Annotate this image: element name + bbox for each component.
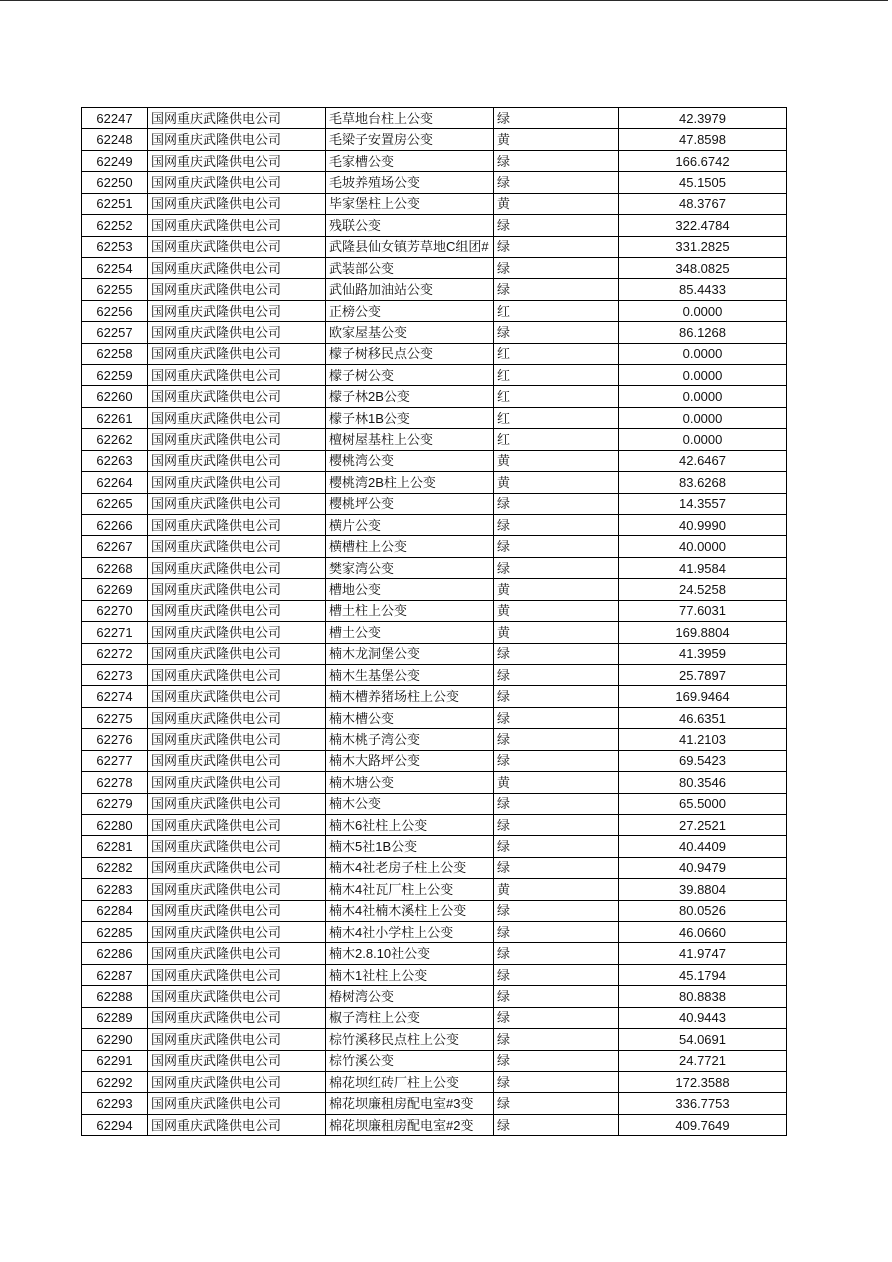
value-cell: 41.2103 (619, 729, 787, 750)
value-cell: 336.7753 (619, 1093, 787, 1114)
company-cell: 国网重庆武隆供电公司 (148, 622, 326, 643)
company-cell: 国网重庆武隆供电公司 (148, 215, 326, 236)
substation-name-cell: 楠木4社小学柱上公变 (326, 922, 494, 943)
table-row (82, 943, 787, 964)
row-number-cell: 62248 (82, 129, 148, 150)
row-number-cell: 62288 (82, 986, 148, 1007)
company-cell: 国网重庆武隆供电公司 (148, 343, 326, 364)
substation-name-cell: 楠木桃子湾公变 (326, 729, 494, 750)
table-row (82, 964, 787, 985)
status-cell: 绿 (494, 279, 619, 300)
row-number-cell: 62282 (82, 857, 148, 878)
table-row (82, 1093, 787, 1114)
status-cell: 绿 (494, 814, 619, 835)
row-number-cell: 62274 (82, 686, 148, 707)
value-cell: 0.0000 (619, 407, 787, 428)
substation-name-cell: 槽土柱上公变 (326, 600, 494, 621)
company-cell: 国网重庆武隆供电公司 (148, 600, 326, 621)
value-cell: 0.0000 (619, 429, 787, 450)
company-cell: 国网重庆武隆供电公司 (148, 1007, 326, 1028)
status-cell: 红 (494, 407, 619, 428)
table-row (82, 836, 787, 857)
company-cell: 国网重庆武隆供电公司 (148, 686, 326, 707)
status-cell: 绿 (494, 664, 619, 685)
status-cell: 绿 (494, 322, 619, 343)
value-cell: 172.3588 (619, 1071, 787, 1092)
value-cell: 77.6031 (619, 600, 787, 621)
row-number-cell: 62289 (82, 1007, 148, 1028)
table-row (82, 515, 787, 536)
table-row (82, 322, 787, 343)
value-cell: 42.6467 (619, 450, 787, 471)
value-cell: 80.0526 (619, 900, 787, 921)
row-number-cell: 62273 (82, 664, 148, 685)
table-row (82, 257, 787, 278)
table-row (82, 1050, 787, 1071)
substation-table (81, 107, 787, 1136)
substation-name-cell: 檀树屋基柱上公变 (326, 429, 494, 450)
company-cell: 国网重庆武隆供电公司 (148, 772, 326, 793)
row-number-cell: 62265 (82, 493, 148, 514)
page-top-rule (0, 0, 888, 1)
row-number-cell: 62256 (82, 300, 148, 321)
row-number-cell: 62285 (82, 922, 148, 943)
company-cell: 国网重庆武隆供电公司 (148, 1093, 326, 1114)
company-cell: 国网重庆武隆供电公司 (148, 536, 326, 557)
company-cell: 国网重庆武隆供电公司 (148, 729, 326, 750)
row-number-cell: 62263 (82, 450, 148, 471)
row-number-cell: 62276 (82, 729, 148, 750)
table-row (82, 622, 787, 643)
substation-name-cell: 欧家屋基公变 (326, 322, 494, 343)
company-cell: 国网重庆武隆供电公司 (148, 1050, 326, 1071)
status-cell: 黄 (494, 622, 619, 643)
substation-name-cell: 毛梁子安置房公变 (326, 129, 494, 150)
table-row (82, 750, 787, 771)
status-cell: 绿 (494, 172, 619, 193)
substation-name-cell: 檬子树移民点公变 (326, 343, 494, 364)
value-cell: 409.7649 (619, 1114, 787, 1135)
company-cell: 国网重庆武隆供电公司 (148, 322, 326, 343)
company-cell: 国网重庆武隆供电公司 (148, 836, 326, 857)
row-number-cell: 62270 (82, 600, 148, 621)
table-row (82, 150, 787, 171)
company-cell: 国网重庆武隆供电公司 (148, 257, 326, 278)
company-cell: 国网重庆武隆供电公司 (148, 129, 326, 150)
table-row (82, 450, 787, 471)
company-cell: 国网重庆武隆供电公司 (148, 1029, 326, 1050)
value-cell: 39.8804 (619, 879, 787, 900)
row-number-cell: 62250 (82, 172, 148, 193)
company-cell: 国网重庆武隆供电公司 (148, 900, 326, 921)
substation-name-cell: 棕竹溪公变 (326, 1050, 494, 1071)
table-row (82, 600, 787, 621)
status-cell: 绿 (494, 643, 619, 664)
value-cell: 41.9747 (619, 943, 787, 964)
row-number-cell: 62283 (82, 879, 148, 900)
substation-name-cell: 横片公变 (326, 515, 494, 536)
substation-name-cell: 楠木生基堡公变 (326, 664, 494, 685)
substation-name-cell: 棕竹溪移民点柱上公变 (326, 1029, 494, 1050)
value-cell: 86.1268 (619, 322, 787, 343)
company-cell: 国网重庆武隆供电公司 (148, 108, 326, 129)
substation-name-cell: 毛坡养殖场公变 (326, 172, 494, 193)
table-row (82, 279, 787, 300)
table-row (82, 215, 787, 236)
value-cell: 40.4409 (619, 836, 787, 857)
substation-name-cell: 槽地公变 (326, 579, 494, 600)
value-cell: 40.9443 (619, 1007, 787, 1028)
company-cell: 国网重庆武隆供电公司 (148, 450, 326, 471)
company-cell: 国网重庆武隆供电公司 (148, 943, 326, 964)
row-number-cell: 62262 (82, 429, 148, 450)
table-row (82, 129, 787, 150)
table-row (82, 900, 787, 921)
company-cell: 国网重庆武隆供电公司 (148, 193, 326, 214)
company-cell: 国网重庆武隆供电公司 (148, 643, 326, 664)
substation-name-cell: 毛家槽公变 (326, 150, 494, 171)
company-cell: 国网重庆武隆供电公司 (148, 922, 326, 943)
substation-name-cell: 毛草地台柱上公变 (326, 108, 494, 129)
status-cell: 绿 (494, 1029, 619, 1050)
table-row (82, 664, 787, 685)
row-number-cell: 62286 (82, 943, 148, 964)
substation-name-cell: 楠木槽养猪场柱上公变 (326, 686, 494, 707)
company-cell: 国网重庆武隆供电公司 (148, 172, 326, 193)
table-row (82, 922, 787, 943)
table-row (82, 386, 787, 407)
table-row (82, 986, 787, 1007)
row-number-cell: 62277 (82, 750, 148, 771)
company-cell: 国网重庆武隆供电公司 (148, 407, 326, 428)
row-number-cell: 62293 (82, 1093, 148, 1114)
row-number-cell: 62252 (82, 215, 148, 236)
substation-name-cell: 楠木大路坪公变 (326, 750, 494, 771)
value-cell: 348.0825 (619, 257, 787, 278)
company-cell: 国网重庆武隆供电公司 (148, 515, 326, 536)
row-number-cell: 62294 (82, 1114, 148, 1135)
value-cell: 40.9990 (619, 515, 787, 536)
table-row (82, 1029, 787, 1050)
status-cell: 黄 (494, 772, 619, 793)
table-row (82, 300, 787, 321)
table-row (82, 407, 787, 428)
status-cell: 绿 (494, 1071, 619, 1092)
table-row (82, 729, 787, 750)
table-row (82, 193, 787, 214)
table-row (82, 1071, 787, 1092)
value-cell: 0.0000 (619, 365, 787, 386)
table-row (82, 814, 787, 835)
table-row (82, 493, 787, 514)
substation-name-cell: 楠木2.8.10社公变 (326, 943, 494, 964)
value-cell: 169.8804 (619, 622, 787, 643)
company-cell: 国网重庆武隆供电公司 (148, 1114, 326, 1135)
value-cell: 24.5258 (619, 579, 787, 600)
company-cell: 国网重庆武隆供电公司 (148, 664, 326, 685)
row-number-cell: 62261 (82, 407, 148, 428)
substation-name-cell: 楠木1社柱上公变 (326, 964, 494, 985)
status-cell: 绿 (494, 1114, 619, 1135)
table-row (82, 772, 787, 793)
value-cell: 65.5000 (619, 793, 787, 814)
status-cell: 红 (494, 429, 619, 450)
company-cell: 国网重庆武隆供电公司 (148, 964, 326, 985)
status-cell: 绿 (494, 750, 619, 771)
substation-name-cell: 檬子树公变 (326, 365, 494, 386)
substation-name-cell: 樊家湾公变 (326, 557, 494, 578)
status-cell: 绿 (494, 236, 619, 257)
status-cell: 黄 (494, 600, 619, 621)
row-number-cell: 62280 (82, 814, 148, 835)
company-cell: 国网重庆武隆供电公司 (148, 879, 326, 900)
substation-name-cell: 楠木公变 (326, 793, 494, 814)
row-number-cell: 62254 (82, 257, 148, 278)
table-row (82, 686, 787, 707)
table-row (82, 793, 787, 814)
company-cell: 国网重庆武隆供电公司 (148, 493, 326, 514)
substation-name-cell: 楠木塘公变 (326, 772, 494, 793)
status-cell: 红 (494, 386, 619, 407)
substation-name-cell: 武装部公变 (326, 257, 494, 278)
status-cell: 绿 (494, 493, 619, 514)
row-number-cell: 62255 (82, 279, 148, 300)
table-row (82, 707, 787, 728)
value-cell: 169.9464 (619, 686, 787, 707)
value-cell: 42.3979 (619, 108, 787, 129)
value-cell: 41.3959 (619, 643, 787, 664)
status-cell: 绿 (494, 793, 619, 814)
row-number-cell: 62284 (82, 900, 148, 921)
row-number-cell: 62249 (82, 150, 148, 171)
substation-name-cell: 楠木4社楠木溪柱上公变 (326, 900, 494, 921)
status-cell: 绿 (494, 215, 619, 236)
status-cell: 黄 (494, 472, 619, 493)
status-cell: 黄 (494, 579, 619, 600)
substation-name-cell: 棉花坝廉租房配电室#2变 (326, 1114, 494, 1135)
value-cell: 45.1794 (619, 964, 787, 985)
company-cell: 国网重庆武隆供电公司 (148, 986, 326, 1007)
table-row (82, 172, 787, 193)
table-row (82, 429, 787, 450)
company-cell: 国网重庆武隆供电公司 (148, 557, 326, 578)
row-number-cell: 62279 (82, 793, 148, 814)
value-cell: 40.0000 (619, 536, 787, 557)
row-number-cell: 62269 (82, 579, 148, 600)
company-cell: 国网重庆武隆供电公司 (148, 472, 326, 493)
company-cell: 国网重庆武隆供电公司 (148, 814, 326, 835)
status-cell: 绿 (494, 729, 619, 750)
substation-name-cell: 武隆县仙女镇芳草地C组团# (326, 236, 494, 257)
substation-name-cell: 楠木龙洞堡公变 (326, 643, 494, 664)
row-number-cell: 62264 (82, 472, 148, 493)
status-cell: 红 (494, 365, 619, 386)
status-cell: 绿 (494, 557, 619, 578)
value-cell: 46.0660 (619, 922, 787, 943)
value-cell: 83.6268 (619, 472, 787, 493)
value-cell: 25.7897 (619, 664, 787, 685)
value-cell: 24.7721 (619, 1050, 787, 1071)
status-cell: 绿 (494, 1093, 619, 1114)
value-cell: 80.8838 (619, 986, 787, 1007)
table-row (82, 108, 787, 129)
row-number-cell: 62260 (82, 386, 148, 407)
company-cell: 国网重庆武隆供电公司 (148, 750, 326, 771)
table-row (82, 1007, 787, 1028)
table-row (82, 1114, 787, 1135)
value-cell: 0.0000 (619, 386, 787, 407)
row-number-cell: 62266 (82, 515, 148, 536)
substation-name-cell: 樱桃坪公变 (326, 493, 494, 514)
row-number-cell: 62290 (82, 1029, 148, 1050)
substation-name-cell: 楠木4社瓦厂柱上公变 (326, 879, 494, 900)
substation-name-cell: 毕家堡柱上公变 (326, 193, 494, 214)
status-cell: 绿 (494, 686, 619, 707)
row-number-cell: 62253 (82, 236, 148, 257)
substation-name-cell: 楠木6社柱上公变 (326, 814, 494, 835)
table-row (82, 557, 787, 578)
status-cell: 绿 (494, 1050, 619, 1071)
substation-name-cell: 正榜公变 (326, 300, 494, 321)
table-row (82, 365, 787, 386)
value-cell: 322.4784 (619, 215, 787, 236)
substation-name-cell: 楠木槽公变 (326, 707, 494, 728)
status-cell: 绿 (494, 943, 619, 964)
table-row (82, 643, 787, 664)
company-cell: 国网重庆武隆供电公司 (148, 707, 326, 728)
company-cell: 国网重庆武隆供电公司 (148, 579, 326, 600)
row-number-cell: 62272 (82, 643, 148, 664)
row-number-cell: 62292 (82, 1071, 148, 1092)
substation-name-cell: 横槽柱上公变 (326, 536, 494, 557)
company-cell: 国网重庆武隆供电公司 (148, 300, 326, 321)
table-row (82, 879, 787, 900)
value-cell: 47.8598 (619, 129, 787, 150)
table-row (82, 343, 787, 364)
value-cell: 0.0000 (619, 300, 787, 321)
row-number-cell: 62278 (82, 772, 148, 793)
company-cell: 国网重庆武隆供电公司 (148, 150, 326, 171)
table-row (82, 472, 787, 493)
status-cell: 红 (494, 300, 619, 321)
value-cell: 85.4433 (619, 279, 787, 300)
value-cell: 54.0691 (619, 1029, 787, 1050)
value-cell: 166.6742 (619, 150, 787, 171)
row-number-cell: 62259 (82, 365, 148, 386)
row-number-cell: 62275 (82, 707, 148, 728)
value-cell: 69.5423 (619, 750, 787, 771)
value-cell: 331.2825 (619, 236, 787, 257)
status-cell: 黄 (494, 193, 619, 214)
substation-name-cell: 椿树湾公变 (326, 986, 494, 1007)
status-cell: 红 (494, 343, 619, 364)
value-cell: 80.3546 (619, 772, 787, 793)
status-cell: 绿 (494, 108, 619, 129)
table-row (82, 857, 787, 878)
value-cell: 48.3767 (619, 193, 787, 214)
company-cell: 国网重庆武隆供电公司 (148, 236, 326, 257)
status-cell: 绿 (494, 986, 619, 1007)
value-cell: 14.3557 (619, 493, 787, 514)
status-cell: 黄 (494, 129, 619, 150)
status-cell: 绿 (494, 900, 619, 921)
substation-name-cell: 檬子林1B公变 (326, 407, 494, 428)
row-number-cell: 62247 (82, 108, 148, 129)
substation-name-cell: 椒子湾柱上公变 (326, 1007, 494, 1028)
row-number-cell: 62257 (82, 322, 148, 343)
row-number-cell: 62291 (82, 1050, 148, 1071)
row-number-cell: 62287 (82, 964, 148, 985)
substation-name-cell: 武仙路加油站公变 (326, 279, 494, 300)
status-cell: 绿 (494, 515, 619, 536)
table-row (82, 579, 787, 600)
status-cell: 黄 (494, 450, 619, 471)
status-cell: 绿 (494, 922, 619, 943)
substation-name-cell: 棉花坝廉租房配电室#3变 (326, 1093, 494, 1114)
company-cell: 国网重庆武隆供电公司 (148, 793, 326, 814)
status-cell: 绿 (494, 1007, 619, 1028)
company-cell: 国网重庆武隆供电公司 (148, 429, 326, 450)
value-cell: 45.1505 (619, 172, 787, 193)
substation-name-cell: 檬子林2B公变 (326, 386, 494, 407)
value-cell: 0.0000 (619, 343, 787, 364)
company-cell: 国网重庆武隆供电公司 (148, 386, 326, 407)
row-number-cell: 62271 (82, 622, 148, 643)
company-cell: 国网重庆武隆供电公司 (148, 1071, 326, 1092)
table-row (82, 536, 787, 557)
status-cell: 绿 (494, 536, 619, 557)
table-row (82, 236, 787, 257)
status-cell: 绿 (494, 707, 619, 728)
substation-name-cell: 楠木4社老房子柱上公变 (326, 857, 494, 878)
value-cell: 40.9479 (619, 857, 787, 878)
value-cell: 46.6351 (619, 707, 787, 728)
value-cell: 27.2521 (619, 814, 787, 835)
row-number-cell: 62281 (82, 836, 148, 857)
company-cell: 国网重庆武隆供电公司 (148, 279, 326, 300)
company-cell: 国网重庆武隆供电公司 (148, 857, 326, 878)
row-number-cell: 62258 (82, 343, 148, 364)
row-number-cell: 62251 (82, 193, 148, 214)
substation-name-cell: 樱桃湾公变 (326, 450, 494, 471)
status-cell: 绿 (494, 836, 619, 857)
value-cell: 41.9584 (619, 557, 787, 578)
status-cell: 绿 (494, 257, 619, 278)
table-body (82, 108, 787, 1136)
status-cell: 绿 (494, 150, 619, 171)
substation-name-cell: 棉花坝红砖厂柱上公变 (326, 1071, 494, 1092)
row-number-cell: 62268 (82, 557, 148, 578)
company-cell: 国网重庆武隆供电公司 (148, 365, 326, 386)
status-cell: 绿 (494, 857, 619, 878)
substation-name-cell: 残联公变 (326, 215, 494, 236)
status-cell: 黄 (494, 879, 619, 900)
status-cell: 绿 (494, 964, 619, 985)
substation-name-cell: 楠木5社1B公变 (326, 836, 494, 857)
row-number-cell: 62267 (82, 536, 148, 557)
substation-name-cell: 槽土公变 (326, 622, 494, 643)
substation-name-cell: 樱桃湾2B柱上公变 (326, 472, 494, 493)
